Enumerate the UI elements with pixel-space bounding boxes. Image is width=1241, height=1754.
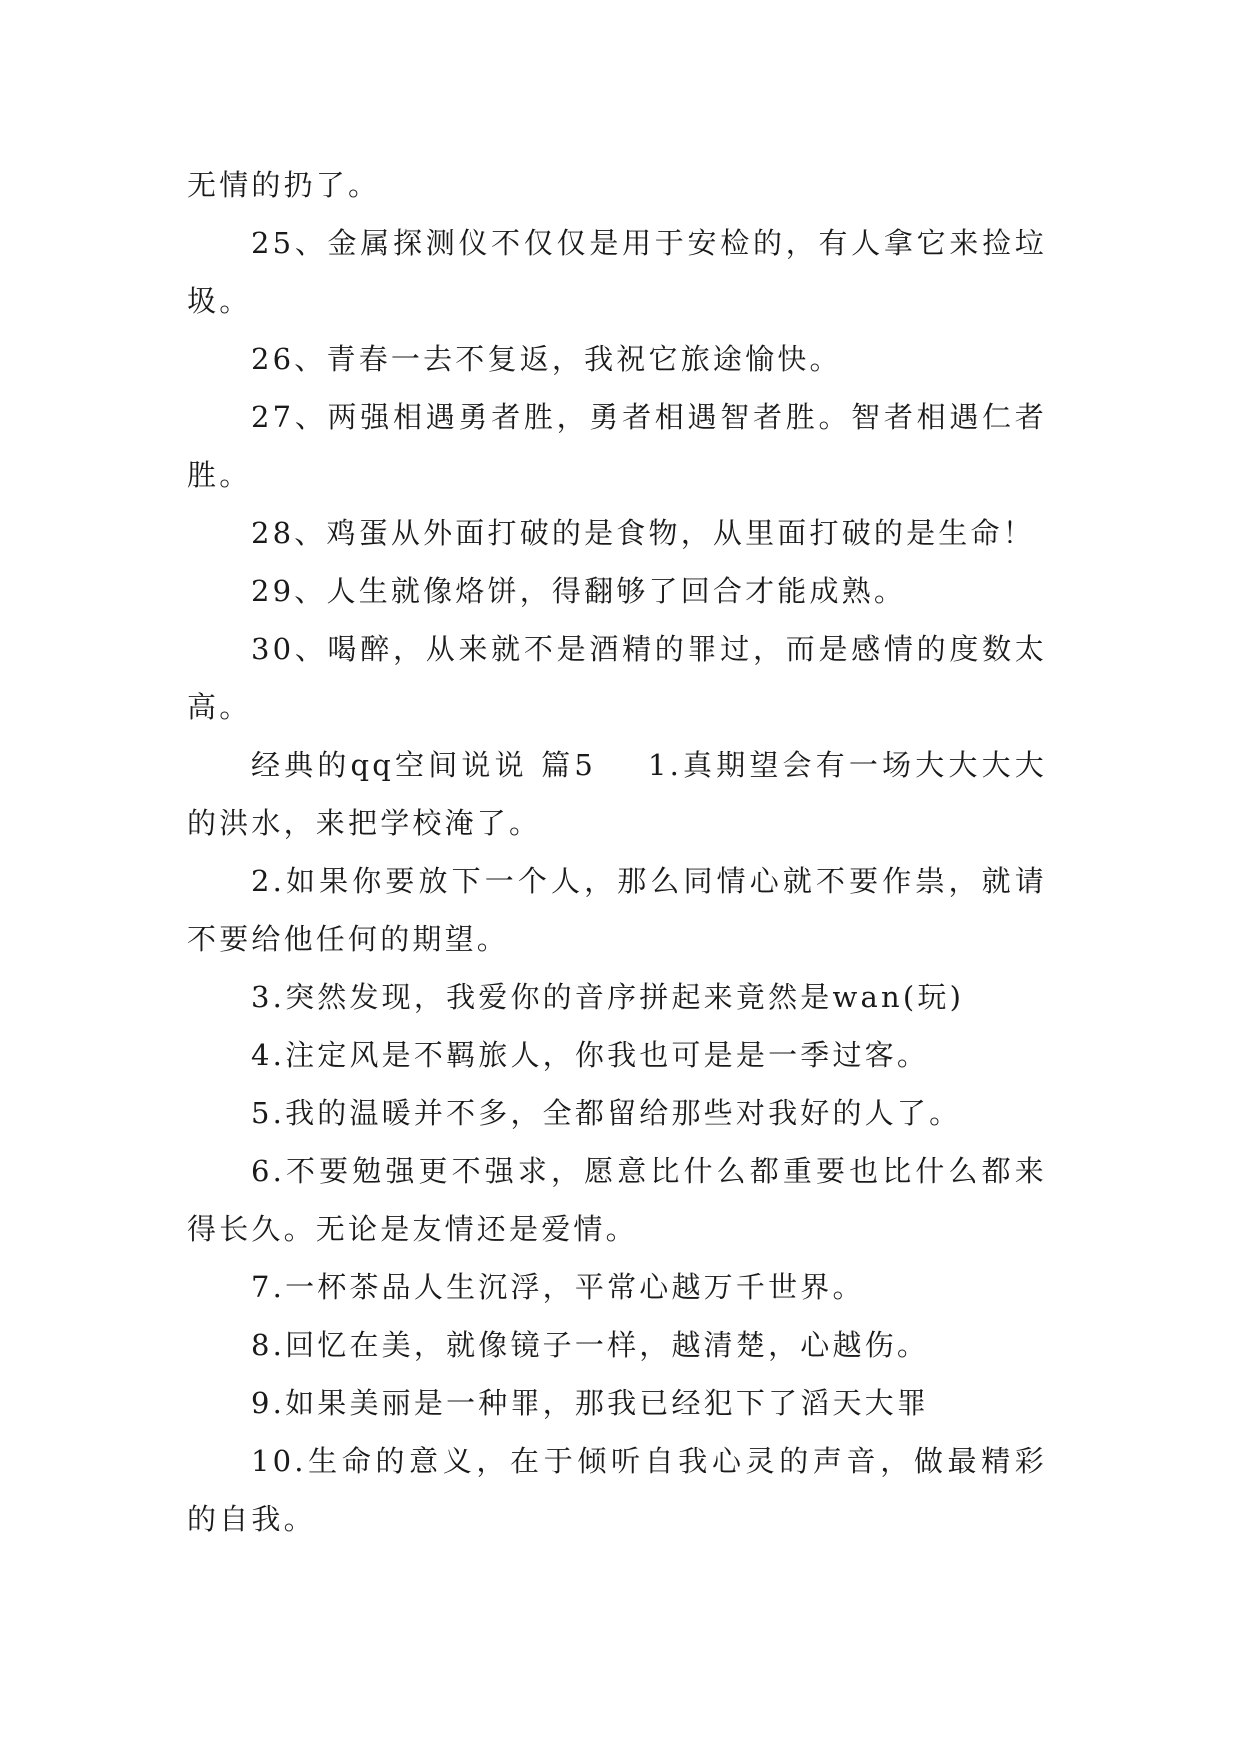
list-item-10: 10.生命的意义，在于倾听自我心灵的声音，做最精彩的自我。 [187,1444,1047,1536]
list-item-3: 3.突然发现，我爱你的音序拼起来竟然是wan(玩) [251,980,965,1014]
list-item-5: 5.我的温暖并不多，全都留给那些对我好的人了。 [251,1096,962,1130]
paragraph-item-28: 28、鸡蛋从外面打破的是食物，从里面打破的是生命！ [251,516,1035,550]
list-item-8: 8.回忆在美，就像镜子一样，越清楚，心越伤。 [251,1328,930,1362]
paragraph-item-25: 25、金属探测仪不仅仅是用于安检的，有人拿它来捡垃圾。 [187,226,1047,318]
paragraph-item-29: 29、人生就像烙饼，得翻够了回合才能成熟。 [251,574,907,608]
list-item-6: 6.不要勉强更不强求，愿意比什么都重要也比什么都来得长久。无论是友情还是爱情。 [187,1154,1047,1246]
list-item-9: 9.如果美丽是一种罪，那我已经犯下了滔天大罪 [251,1386,930,1420]
list-item-7: 7.一杯茶品人生沉浮，平常心越万千世界。 [251,1270,865,1304]
paragraph-continuation: 无情的扔了。 [187,168,381,202]
paragraph-item-26: 26、青春一去不复返，我祝它旅途愉快。 [251,342,842,376]
section-first-item: 1.真期望会有一场大大大大的洪水，来把学校淹了。 [187,748,1047,840]
paragraph-item-30: 30、喝醉，从来就不是酒精的罪过，而是感情的度数太高。 [187,632,1047,724]
list-item-2: 2.如果你要放下一个人，那么同情心就不要作祟，就请不要给他任何的期望。 [187,864,1047,956]
section-heading: 经典的qq空间说说 篇5 [251,748,596,782]
section-paragraph [187,736,1047,852]
document-body [187,156,1047,1548]
list-item-4: 4.注定风是不羁旅人，你我也可是是一季过客。 [251,1038,930,1072]
paragraph-item-27: 27、两强相遇勇者胜，勇者相遇智者胜。智者相遇仁者胜。 [187,400,1047,492]
